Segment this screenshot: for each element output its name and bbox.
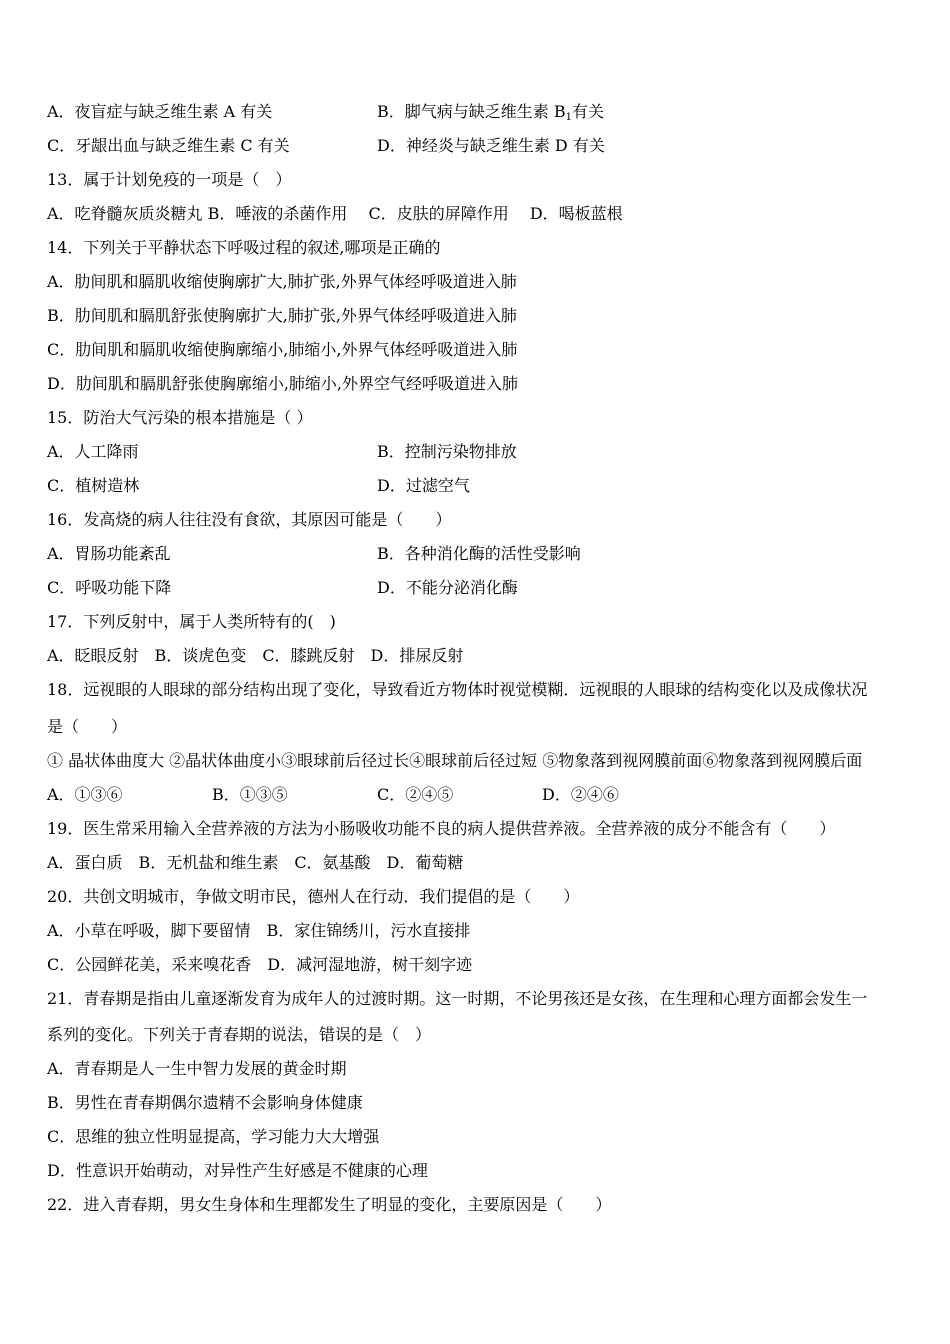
- q17-options: A．眨眼反射 B．谈虎色变 C．膝跳反射 D．排尿反射: [47, 646, 464, 665]
- q19-options: A．蛋白质 B．无机盐和维生素 C．氨基酸 D．葡萄糖: [47, 853, 464, 872]
- q12-option-a: A．夜盲症与缺乏维生素 A 有关: [47, 102, 273, 121]
- q14-option-c: C．肋间肌和膈肌收缩使胸廓缩小,肺缩小,外界气体经呼吸道进入肺: [47, 340, 518, 359]
- q16-stem: 16．发高烧的病人往往没有食欲，其原因可能是（ ）: [47, 510, 452, 529]
- q16-row-ab: [47, 537, 910, 571]
- q15-option-d: D．过滤空气: [377, 476, 470, 495]
- q12-option-c: C．牙龈出血与缺乏维生素 C 有关: [47, 136, 290, 155]
- q16-option-d: D．不能分泌消化酶: [377, 578, 518, 597]
- q16-row-cd: [47, 571, 910, 605]
- q14-option-a: A．肋间肌和膈肌收缩使胸廓扩大,肺扩张,外界气体经呼吸道进入肺: [47, 272, 517, 291]
- q12-option-b-suffix: 有关: [571, 102, 604, 121]
- q21-option-b: B．男性在青春期偶尔遗精不会影响身体健康: [47, 1093, 363, 1112]
- q17-stem: 17．下列反射中，属于人类所特有的( ): [47, 612, 336, 631]
- q18-options: [47, 778, 910, 812]
- q15-option-c: C．植树造林: [47, 476, 140, 495]
- q14-option-d: D．肋间肌和膈肌舒张使胸廓缩小,肺缩小,外界空气经呼吸道进入肺: [47, 374, 519, 393]
- q21-stem-line1: 21．青春期是指由儿童逐渐发育为成年人的过渡时期。这一时期，不论男孩还是女孩，在生理和心理方面都会发生一: [47, 989, 868, 1008]
- q18-option-b: B．①③⑤: [212, 785, 288, 804]
- q18-items: ① 晶状体曲度大 ②晶状体曲度小③眼球前后径过长④眼球前后径过短 ⑤物象落到视网膜前面⑥物象落到视网膜后面: [47, 751, 863, 770]
- q15-stem: 15．防治大气污染的根本措施是（ ）: [47, 408, 313, 427]
- q16-option-a: A．胃肠功能紊乱: [47, 544, 171, 563]
- q21-option-a: A．青春期是人一生中智力发展的黄金时期: [47, 1059, 347, 1078]
- q15-option-b: B．控制污染物排放: [377, 442, 517, 461]
- q12-row-ab: [47, 95, 910, 129]
- q15-row-ab: [47, 435, 910, 469]
- q18-option-c: C．②④⑤: [377, 785, 454, 804]
- q16-option-b: B．各种消化酶的活性受影响: [377, 544, 581, 563]
- q18-option-a: A．①③⑥: [47, 785, 123, 804]
- q13-options: A．吃脊髓灰质炎糖丸 B．唾液的杀菌作用 C．皮肤的屏障作用 D．喝板蓝根: [47, 204, 623, 223]
- q12-row-cd: [47, 129, 910, 163]
- q12-option-b-text: B．脚气病与缺乏维生素 B: [377, 102, 566, 121]
- q18-stem-line1: 18．远视眼的人眼球的部分结构出现了变化，导致看近方物体时视觉模糊．远视眼的人眼球的结构变化以及成像状况: [47, 680, 868, 699]
- q15-row-cd: [47, 469, 910, 503]
- q19-stem: 19．医生常采用输入全营养液的方法为小肠吸收功能不良的病人提供营养液。全营养液的成分不能含有（ ）: [47, 819, 836, 838]
- q21-option-c: C．思维的独立性明显提高，学习能力大大增强: [47, 1127, 380, 1146]
- q18-option-d: D．②④⑥: [542, 785, 619, 804]
- q18-stem-line2: 是（ ）: [47, 717, 128, 736]
- q14-option-b: B．肋间肌和膈肌舒张使胸廓扩大,肺扩张,外界气体经呼吸道进入肺: [47, 306, 517, 325]
- q22-stem: 22．进入青春期，男女生身体和生理都发生了明显的变化，主要原因是（ ）: [47, 1195, 612, 1214]
- q14-stem: 14．下列关于平静状态下呼吸过程的叙述,哪项是正确的: [47, 238, 441, 257]
- q12-option-b-subscript: 1: [565, 112, 572, 123]
- q20-options-cd: C．公园鲜花美，采来嗅花香 D．减河湿地游，树干刻字迹: [47, 955, 473, 974]
- q13-stem: 13．属于计划免疫的一项是（ ）: [47, 170, 292, 189]
- q20-stem: 20．共创文明城市，争做文明市民，德州人在行动．我们提倡的是（ ）: [47, 887, 580, 906]
- q21-stem-line2: 系列的变化。下列关于青春期的说法，错误的是（ ）: [47, 1025, 432, 1044]
- q12-option-b: [377, 95, 604, 132]
- q21-option-d: D．性意识开始萌动，对异性产生好感是不健康的心理: [47, 1161, 428, 1180]
- q12-option-d: D．神经炎与缺乏维生素 D 有关: [377, 136, 605, 155]
- q15-option-a: A．人工降雨: [47, 442, 139, 461]
- q20-options-ab: A．小草在呼吸，脚下要留情 B．家住锦绣川，污水直接排: [47, 921, 471, 940]
- q16-option-c: C．呼吸功能下降: [47, 578, 172, 597]
